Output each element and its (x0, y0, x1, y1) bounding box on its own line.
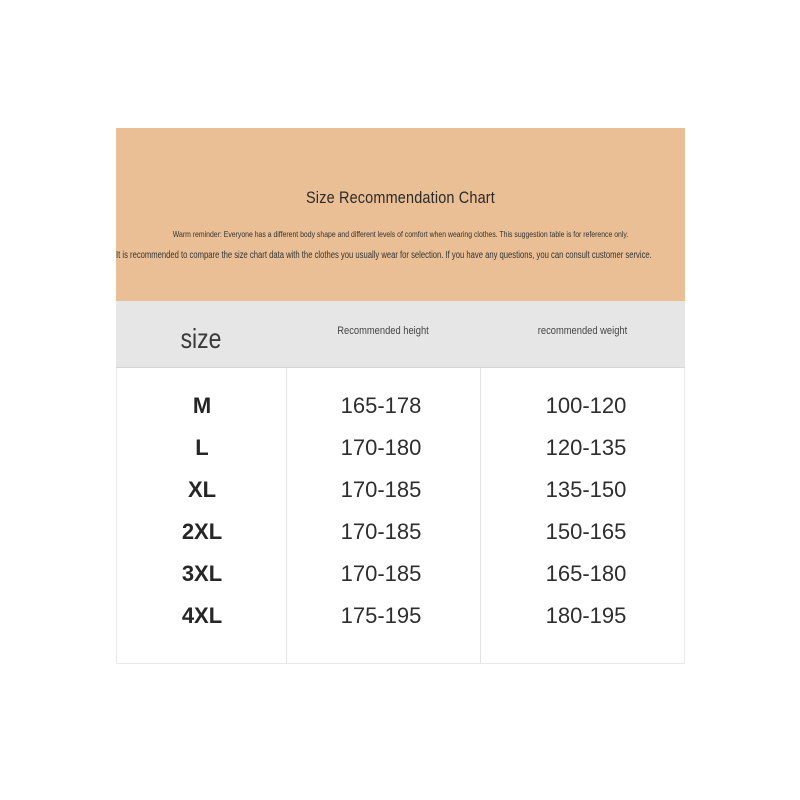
chart-title: Size Recommendation Chart (306, 188, 495, 207)
height-cell: 170-185 (340, 519, 422, 544)
table-row (117, 511, 686, 553)
size-cell: 4XL (181, 603, 223, 628)
chart-banner (116, 128, 685, 301)
size-cell: M (192, 393, 212, 418)
table-row (117, 595, 686, 637)
warm-reminder-line-2: It is recommended to compare the size chart data with the clothes you usually wear for selection. If you have any questions, you can consult customer service. (116, 250, 652, 261)
size-cell: XL (187, 477, 217, 502)
table-row (117, 427, 686, 469)
table-body (116, 368, 685, 664)
weight-cell: 100-120 (545, 393, 627, 418)
table-row (117, 553, 686, 595)
size-chart (116, 128, 685, 664)
weight-cell: 165-180 (545, 561, 627, 586)
header-recommended-weight: recommended weight (537, 325, 628, 337)
height-cell: 170-185 (340, 477, 422, 502)
warm-reminder-line-1: Warm reminder: Everyone has a different body shape and different levels of comfort when wearing clothes. This suggestion table is for reference only. (172, 230, 629, 239)
table-row (117, 469, 686, 511)
header-size: size (180, 323, 222, 354)
weight-cell: 135-150 (545, 477, 627, 502)
size-cell: 3XL (181, 561, 223, 586)
table-header-row (116, 301, 685, 368)
height-cell: 170-180 (340, 435, 422, 460)
height-cell: 165-178 (340, 393, 422, 418)
weight-cell: 120-135 (545, 435, 627, 460)
header-recommended-height: Recommended height (337, 325, 429, 337)
height-cell: 170-185 (340, 561, 422, 586)
size-cell: L (195, 435, 209, 460)
height-cell: 175-195 (340, 603, 422, 628)
weight-cell: 150-165 (545, 519, 627, 544)
weight-cell: 180-195 (545, 603, 627, 628)
table-row (117, 385, 686, 427)
size-cell: 2XL (181, 519, 223, 544)
